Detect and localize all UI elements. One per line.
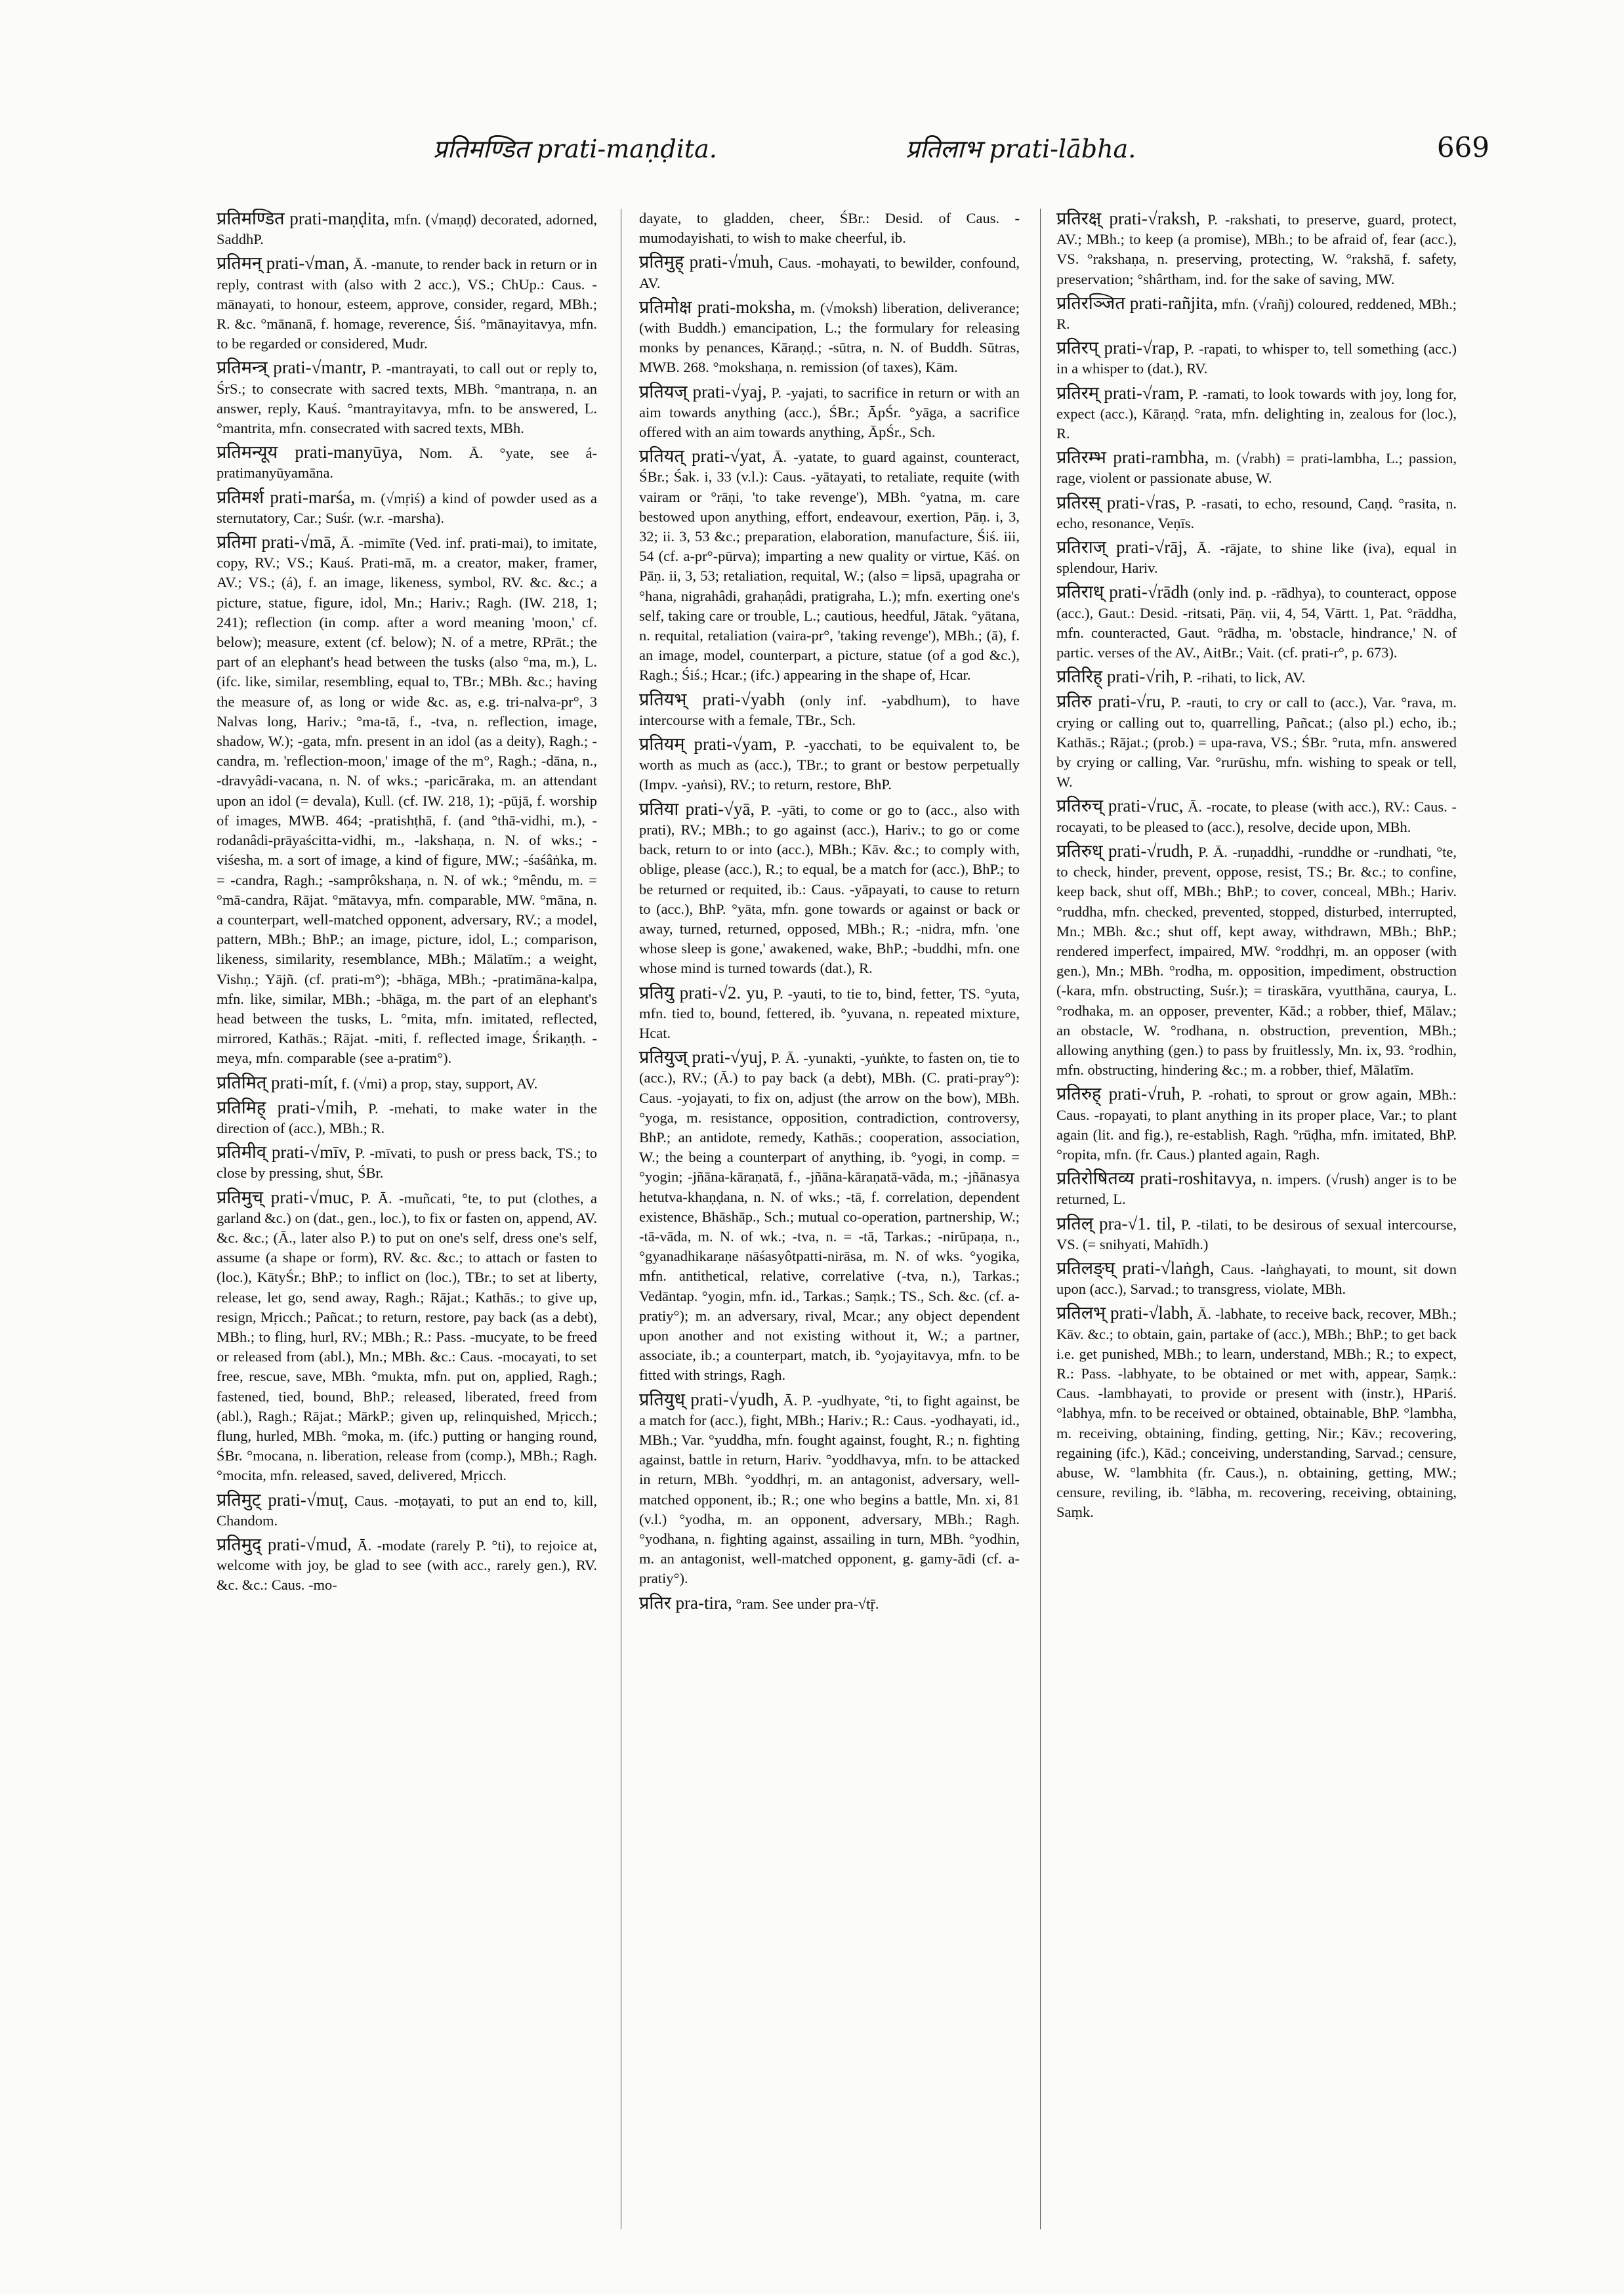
- entry-headword: प्रतिमिह् prati-√mih,: [217, 1097, 358, 1117]
- dictionary-entry: [1056, 692, 1457, 792]
- entry-headword: प्रतिराध् prati-√rādh: [1056, 582, 1189, 602]
- entry-headword: प्रतियुज् prati-√yuj,: [639, 1047, 768, 1067]
- dictionary-entry: [639, 1390, 1020, 1589]
- entry-definition: P. -mehati, to make water in the direction of (acc.), MBh.; R.: [217, 1100, 597, 1136]
- entry-headword: प्रतिरु prati-√ru,: [1056, 692, 1165, 712]
- entry-headword: प्रतिरञ्जित prati-rañjita,: [1056, 293, 1218, 313]
- entry-headword: प्रतिमित् prati-mít,: [217, 1072, 338, 1092]
- entry-headword: प्रतिमोक्ष prati-moksha,: [639, 297, 796, 317]
- dictionary-entry: [639, 209, 1020, 248]
- dictionary-entry: [1056, 1168, 1457, 1209]
- entry-definition: mfn. (√maṇḍ) decorated, adorned, SaddhP.: [217, 211, 597, 248]
- entry-definition: P. -tilati, to be desirous of sexual intercourse, VS. (= snihyati, Mahīdh.): [1056, 1216, 1457, 1252]
- entry-definition: P. -rauti, to cry or call to (acc.), Var. °rava, m. crying or calling out to, quarrelling, Pañcat.; (also pl.) echo, ib.; Kathās.; Rājat.; (prob.) = upa-rava, VS.; ŚBr. °ruta, mfn. answered by crying or calling, Var. °rurūshu, mfn. wishing to speak or tell, W.: [1056, 694, 1457, 791]
- entry-definition: P. -yauti, to tie to, bind, fetter, TS. °yuta, mfn. tied to, bound, fettered, ib. °yuvana, n. repeated mixture, Hcat.: [639, 985, 1020, 1041]
- entry-definition: Ā. -rājate, to shine like (iva), equal in splendour, Hariv.: [1056, 540, 1457, 577]
- dictionary-entry: [1056, 796, 1457, 837]
- dictionary-entry: [217, 358, 597, 438]
- entry-definition: P. -rohati, to sprout or grow again, MBh.: Caus. -ropayati, to plant anything in its proper place, Var.; to plant again (lit. and fig.), re-establish, Ragh. °rūḍha, mfn. imitated, BhP. °ropita, mfn. (fr. Caus.) planted again, Ragh.: [1056, 1086, 1457, 1163]
- dictionary-entry: [1056, 582, 1457, 663]
- column-2: [639, 209, 1020, 2229]
- dictionary-entry: [639, 297, 1020, 378]
- entry-definition: P. -ramati, to look towards with joy, long for, expect (acc.), Kāraṇḍ. °rata, mfn. delighting in, zealous for (loc.), R.: [1056, 385, 1457, 442]
- dictionary-entry: [639, 252, 1020, 293]
- dictionary-entry: [217, 532, 597, 1068]
- dictionary-entry: [1056, 1258, 1457, 1299]
- entry-definition: Ā. P. -yudhyate, °ti, to fight against, be a match for (acc.), fight, MBh.; Hariv.; R.: Caus. -yodhayati, id., MBh.; Var. °yuddha, mfn. fought against, fought, R.; n. fighting against, battle in return, Hariv. °yoddhavya, mfn. to be attacked in return, MBh. °yoddhṛi, m. an antagonist, adversary, well-matched opponent, ib.; R.; one who begins a battle, Mn. xi, 81 (v.l.) °yodha, m. an opponent, adversary, MBh.; Ragh. °yodhana, n. fighting against, assailing in turn, MBh. °yodhin, m. an antagonist, well-matched opponent, g. gamy-ādi (cf. a-pratiy°).: [639, 1392, 1020, 1587]
- dictionary-entry: [1056, 383, 1457, 444]
- entry-definition: Ā. -modate (rarely P. °ti), to rejoice at, welcome with joy, be glad to see (with acc., rarely gen.), RV. &c. &c.: Caus. -mo-: [217, 1537, 597, 1594]
- dictionary-entry: [1056, 667, 1457, 688]
- dictionary-entry: [1056, 1303, 1457, 1522]
- entry-headword: प्रतियभ् prati-√yabh: [639, 689, 785, 709]
- entry-definition: P. -rapati, to whisper to, tell something (acc.) in a whisper to (dat.), RV.: [1056, 341, 1457, 377]
- entry-headword: प्रतिमुट् prati-√muṭ,: [217, 1489, 348, 1510]
- entry-headword: प्रतिमीव् prati-√mīv,: [217, 1142, 351, 1163]
- dictionary-entry: [639, 983, 1020, 1044]
- dictionary-entry: [1056, 338, 1457, 379]
- entry-definition: (only inf. -yabdhum), to have intercourse with a female, TBr., Sch.: [639, 692, 1020, 728]
- entry-headword: प्रतिरम्भ prati-rambha,: [1056, 447, 1209, 468]
- entry-headword: प्रतिरप् prati-√rap,: [1056, 338, 1180, 358]
- entry-headword: प्रतिरम् prati-√ram,: [1056, 382, 1184, 403]
- dictionary-entry: [639, 1047, 1020, 1385]
- entry-definition: P. -mantrayati, to call out or reply to, ŚrS.; to consecrate with sacred texts, MBh. °mantraṇa, n. an answer, reply, Kauś. °mantrayitavya, mfn. to be answered, L. °mantrita, mfn. consecrated with sacred texts, MBh.: [217, 360, 597, 437]
- entry-definition: P. -rihati, to lick, AV.: [1178, 669, 1306, 686]
- entry-definition: P. -mīvati, to push or press back, TS.; to close by pressing, shut, ŚBr.: [217, 1145, 597, 1182]
- entry-definition: Caus. -mohayati, to bewilder, confound, AV.: [639, 255, 1020, 291]
- entry-definition: P. Ā. -muñcati, °te, to put (clothes, a garland &c.) on (dat., gen., loc.), to fix or fasten on, append, AV. &c. &c.; (Ā., later also P.) to put on one's self, dress one's self, assume (a shape or form), RV. &c. &c.; to attach or fasten to (loc.), KātyŚr.; BhP.; to inflict on (loc.), TBr.; to set at liberty, release, let go, send away, Ragh.; Rājat.; Kathās.; to give up, resign, Mṛicch.; Pañcat.; to return, restore, pay back (as a debt), MBh.; to fling, hurl, RV.; MBh.; R.: Pass. -mucyate, to be freed or released from (abl.), Mn.; MBh. &c.: Caus. -mocayati, to set free, rescue, save, MBh. °mukta, mfn. put on, applied, Ragh.; fastened, tied, bound, BhP.; released, liberated, freed from (abl.), Ragh.; Rājat.; MārkP.; given up, relinquished, Mṛicch.; flung, hurled, MBh. °moka, m. (ifc.) putting or hanging round, ŚBr. °mocana, n. liberation, release from (comp.), MBh.; Ragh. °mocita, mfn. released, saved, delivered, Mṛicch.: [217, 1189, 597, 1484]
- entry-headword: प्रतियु prati-√2. yu,: [639, 982, 769, 1003]
- entry-definition: P. -yajati, to sacrifice in return or with an aim towards anything (acc.), ŚBr.; ĀpŚr. °yāga, a sacrifice offered with an aim towards anything, ĀpŚr., Sch.: [639, 384, 1020, 441]
- dictionary-entry: [639, 382, 1020, 443]
- dictionary-entry: [217, 1535, 597, 1596]
- entry-headword: प्रतिलङ्घ् prati-√laṅgh,: [1056, 1258, 1215, 1278]
- entry-definition: Ā. -mimīte (Ved. inf. prati-mai), to imitate, copy, RV.; VS.; Kauś. Prati-mā, m. a creator, maker, framer, AV.; VS.; (á), f. an image, likeness, symbol, RV. &c. &c.; a picture, statue, figure, idol, Mn.; Hariv.; Ragh. (IW. 218, 1; 241); reflection (in comp. after a word meaning 'moon,' cf. below); measure, extent (cf. below); N. of a metre, RPrāt.; the part of an elephant's head between the tusks (also °ma, m.), L. (ifc. like, similar, resembling, equal to, TBr.; MBh. &c.; having the measure of, as long or wide &c. as, e.g. tri-nalva-pr°, 3 Nalvas long, Hariv.; °ma-tā, f., -tva, n. reflection, image, shadow, W.); -gata, mfn. present in an idol (as a deity), Ragh.; -candra, m. 'reflection-moon,' image of the m°, Ragh.; -dāna, n., -dravyâdi-vacana, n. N. of wks.; -paricāraka, m. an attendant upon an idol (= devala), Kull. (cf. IW. 218, 1); -pūjā, f. worship of images, MWB. 464; -pratishṭhā, f. (and °thā-vidhi, m.), -rodanâdi-prāyaścitta-vidhi, m., -lakshaṇa, n. N. of wks.; -viśesha, m. a sort of image, a kind of figure, MW.; -śaśâṅka, m. = -candra, Ragh.; -samprôkshaṇa, n. N. of wk.; °mêndu, m. = °mā-candra, Rājat. °mātavya, mfn. comparable, MW. °māna, n. a counterpart, well-matched opponent, adversary, RV.; a model, pattern, MBh.; BhP.; an image, picture, idol, L.; comparison, likeness, similarity, resemblance, MBh.; Mālatīm.; a weight, Vishṇ.; Yājñ. (cf. prati-m°); -bhāga, MBh.; -pratimāna-kalpa, mfn. like, similar, MBh.; -bhāga, m. the part of an elephant's head between the tusks, L. °mita, mfn. imitated, reflected, mirrored, Kathās.; Rājat. -miti, f. reflected image, Śrikaṇṭh. -meya, mfn. comparable (see a-pratim°).: [217, 535, 597, 1067]
- dictionary-entry: [639, 1593, 1020, 1614]
- entry-headword: प्रतियत् prati-√yat,: [639, 446, 766, 466]
- entry-headword: प्रतिमुच् prati-√muc,: [217, 1187, 354, 1207]
- dictionary-entry: [1056, 1214, 1457, 1254]
- dictionary-entry: [217, 1188, 597, 1486]
- entry-headword: प्रतिमुह् prati-√muh,: [639, 252, 774, 272]
- dictionary-entry: [639, 446, 1020, 685]
- column-3: [1056, 209, 1457, 2229]
- entry-definition: Caus. -laṅghayati, to mount, sit down upon (acc.), Sarvad.; to transgress, violate, MBh.: [1056, 1260, 1457, 1298]
- entry-headword: प्रतिरुह् prati-√ruh,: [1056, 1084, 1185, 1104]
- dictionary-entry: [217, 253, 597, 354]
- entry-definition: P. -yacchati, to be equivalent to, be worth as much as (acc.), TBr.; to grant or bestow perpetually (Impv. -yaṅsi), RV.; to return, restore, BhP.: [639, 737, 1020, 793]
- entry-headword: प्रतिरुच् prati-√ruc,: [1056, 796, 1184, 816]
- header-left-guide-word: प्रतिमण्डित prati-maṇḍita.: [433, 134, 717, 163]
- entry-definition: P. -rasati, to echo, resound, Caṇḍ. °rasita, n. echo, resonance, Veṇīs.: [1056, 495, 1457, 531]
- entry-definition: n. impers. (√rush) anger is to be returned, L.: [1056, 1171, 1457, 1208]
- dictionary-entry: [1056, 447, 1457, 488]
- entry-headword: प्रतिमन् prati-√man,: [217, 253, 350, 274]
- entry-headword: प्रतिर pra-tira,: [639, 1592, 732, 1613]
- dictionary-entry: [1056, 209, 1457, 289]
- header-right-guide-word: प्रतिलाभ prati-lābha.: [906, 134, 1136, 163]
- entry-headword: प्रतिरस् prati-√ras,: [1056, 492, 1180, 512]
- dictionary-entry: [217, 442, 597, 483]
- entry-definition: P. -rakshati, to preserve, guard, protect, AV.; MBh.; to keep (a promise), MBh.; to be afraid of, fear (acc.), VS. °rakshaṇa, n. preserving, protecting, W. °rakshā, f. safety, preservation; °shârtham, ind. for the sake of saving, MW.: [1056, 211, 1457, 287]
- entry-definition: m. (√mṛiś) a kind of powder used as a sternutatory, Car.; Suśr. (w.r. -marsha).: [217, 489, 597, 526]
- entry-headword: प्रतियम् prati-√yam,: [639, 734, 777, 755]
- dictionary-entry: [217, 487, 597, 528]
- dictionary-entry: [639, 734, 1020, 795]
- dictionary-entry: [1056, 841, 1457, 1080]
- dictionary-entry: [217, 209, 597, 249]
- entry-definition: Ā. -rocate, to please (with acc.), RV.: Caus. -rocayati, to be pleased to (acc.), resolve, decide upon, MBh.: [1056, 798, 1457, 835]
- entry-headword: प्रतियज् prati-√yaj,: [639, 381, 767, 402]
- entry-headword: प्रतिलभ् prati-√labh,: [1056, 1303, 1194, 1323]
- entry-headword: प्रतिरिह् prati-√rih,: [1056, 667, 1179, 687]
- entry-definition: dayate, to gladden, cheer, ŚBr.: Desid. of Caus. -mumodayishati, to wish to make cheerful, ib.: [639, 210, 1020, 247]
- dictionary-entry: [217, 1142, 597, 1183]
- column-divider: [1040, 209, 1041, 2229]
- entry-headword: प्रतिरोषितव्य prati-roshitavya,: [1056, 1168, 1257, 1189]
- entry-headword: प्रतिमन्यूय prati-manyūya,: [217, 442, 403, 463]
- entry-definition: °ram. See under pra-√tṝ.: [732, 1595, 879, 1612]
- dictionary-entry: [217, 1490, 597, 1531]
- entry-headword: प्रतिया prati-√yā,: [639, 798, 755, 819]
- entry-headword: प्रतिराज् prati-√rāj,: [1056, 537, 1188, 558]
- entry-definition: f. (√mi) a prop, stay, support, AV.: [337, 1075, 538, 1092]
- dictionary-entry: [639, 690, 1020, 730]
- dictionary-entry: [217, 1073, 597, 1094]
- entry-headword: प्रतिल् pra-√1. til,: [1056, 1213, 1176, 1233]
- entry-definition: mfn. (√rañj) coloured, reddened, MBh.; R.: [1056, 295, 1457, 333]
- dictionary-entry: [1056, 293, 1457, 334]
- entry-definition: (only ind. p. -rādhya), to counteract, oppose (acc.), Gaut.: Desid. -ritsati, Pāṇ. vii, 4, 54, Vārtt. 1, Pat. °rāddha, mfn. counteracted, Gaut. °rādha, m. 'obstacle, hindrance,' N. of partic. verses of the AV., AitBr.; Vait. (cf. prati-r°, p. 673).: [1056, 585, 1457, 661]
- dictionary-entry: [1056, 493, 1457, 533]
- entry-headword: प्रतियुध् prati-√yudh,: [639, 1389, 779, 1409]
- dictionary-entry: [639, 799, 1020, 979]
- dictionary-entry: [1056, 537, 1457, 578]
- page-header: [217, 131, 1489, 177]
- entry-definition: Ā. -manute, to render back in return or in reply, contrast with (also with 2 acc.), VS.; ChUp.: Caus. -mānayati, to honour, esteem, approve, consider, regard, MBh.; R. &c. °mānanā, f. homage, reverence, Śiś. °mānayitavya, mfn. to be regarded or considered, Mudr.: [217, 256, 597, 352]
- entry-headword: प्रतिमन्त्र् prati-√mantr,: [217, 358, 367, 378]
- entry-headword: प्रतिरक्ष् prati-√raksh,: [1056, 209, 1200, 228]
- entry-definition: P. Ā. -ruṇaddhi, -runddhe or -rundhati, °te, to check, hinder, prevent, oppose, resist, TS.; Br. &c.; to confine, keep back, shut off, MBh.; BhP.; to cover, conceal, MBh.; Hariv. °ruddha, mfn. checked, prevented, stopped, disturbed, interrupted, Mn.; MBh. &c.; shut off, kept away, withdrawn, MBh.; BhP.; rendered imperfect, impaired, MW. °roddhṛi, m. an opposer (with gen.), Mn.; MBh. °rodha, m. opposition, impediment, obstruction (-kara, mfn. obstructing, Suśr.); = tiraskāra, vyutthāna, caurya, L. °rodhaka, m. an opposer, preventer, Kād.; a robber, thief, Mālav.; an obstacle, W. °rodhana, n. obstruction, prevention, MBh.; allowing anything (gen.) to pass by fruitlessly, Mn. ix, 93. °rodhin, mfn. obstructing, hindering &c.; m. a robber, thief, Mālatīm.: [1056, 843, 1457, 1079]
- dictionary-entry: [1056, 1084, 1457, 1165]
- entry-definition: m. (√moksh) liberation, deliverance; (with Buddh.) emancipation, L.; the formulary for releasing monks by penances, Kāraṇḍ.; -sūtra, n. N. of Buddh. Sūtras, MWB. 268. °mokshaṇa, n. remission (of taxes), Kām.: [639, 299, 1020, 376]
- entry-definition: Nom. Ā. °yate, see á-pratimanyūyamāna.: [217, 445, 597, 482]
- entry-definition: Ā. -yatate, to guard against, counteract, ŚBr.; Śak. i, 33 (v.l.): Caus. -yātayati, to retaliate, requite (with vairam or °rāṇi, 'to take revenge'), MBh. °yatna, m. care bestowed upon anything, effort, endeavour, exertion, Pāṇ. i, 3, 32; ii. 3, 53 &c.; preparation, elaboration, manufacture, Śiś. iii, 54 (cf. a-pr°-pūrva); imparting a new quality or virtue, Kāś. on Pāṇ. ii, 3, 53; retaliation, requital, W.; (also = lipsā, upagraha or °hana, nigrahâdi, grahaṇâdi, pratigraha, L.); mfn. exerting one's self, taking care or trouble, L.; cautious, heedful, Jātak. °yātana, n. requital, retaliation (vaira-pr°, 'taking revenge'), MBh.; (ā), f. an image, model, counterpart, a picture, statue (of a god &c.), Ragh.; Śiś.; Hcar.; (ifc.) appearing in the shape of, Hcar.: [639, 449, 1020, 684]
- entry-definition: P. Ā. -yunakti, -yuṅkte, to fasten on, tie to (acc.), RV.; (Ā.) to pay back (a debt), MBh. (C. prati-pray°): Caus. -yojayati, to fix on, adjust (the arrow on the bow), MBh. °yoga, m. resistance, opposition, contradiction, controversy, BhP.; an antidote, remedy, Kathās.; cooperation, association, W.; the being a counterpart of anything, ib. °yogi, in comp. = °yogin; -jñāna-kāraṇatā, f., -jñāna-kāraṇatā-vāda, m.; -jñānasya hetutva-khaṇḍana, n. N. of wks.; -tā, f. correlation, dependent existence, Bhāshāp., Sch.; mutual co-operation, partnership, W.; -tā-vāda, m. N. of wk.; -tva, n. = -tā, Tarkas.; -nirūpaṇa, n., °gyanadhikaraṇe nāśasyôtpatti-nirāsa, m. N. of wks. °yogika, mfn. antithetical, relative, correlative (-tva, n.), Tarkas.; Vedāntap. °yogin, mfn. id., Tarkas.; Saṃk.; TS., Sch. &c. (cf. a-pratiy°); m. an adversary, rival, Mcar.; any object dependent upon another and not existing without it, W.; a partner, associate, ib.; a counterpart, match, ib. °yojayitavya, mfn. to be fitted with strings, Ragh.: [639, 1050, 1020, 1384]
- dictionary-entry: [217, 1098, 597, 1138]
- entry-headword: प्रतिमण्डित prati-maṇḍita,: [217, 209, 390, 228]
- column-1: [217, 209, 597, 2229]
- entry-headword: प्रतिरुध् prati-√rudh,: [1056, 840, 1194, 861]
- page-number: 669: [1436, 131, 1489, 163]
- entry-headword: प्रतिमुद् prati-√mud,: [217, 1535, 352, 1554]
- entry-definition: m. (√rabh) = prati-lambha, L.; passion, rage, violent or passionate abuse, W.: [1056, 450, 1457, 487]
- entry-definition: Ā. -labhate, to receive back, recover, MBh.; Kāv. &c.; to obtain, gain, partake of (acc.), MBh.; BhP.; to get back i.e. get punished, MBh.; to learn, understand, MBh.; R.; to expect, R.: Pass. -labhyate, to be obtained or met with, appear, Saṃk.: Caus. -lambhayati, to provide or present with (instr.), HPariś. °labhya, mfn. to be received or obtained, obtainable, BhP. °lambha, m. receiving, obtaining, finding, getting, Nir.; Kāv.; recovering, regaining (ifc.), Kād.; conceiving, understanding, Sarvad.; censure, abuse, W. °lambhita (fr. Caus.), n. obtaining, getting, MW.; censure, reviling, ib. °lābha, m. recovering, receiving, obtaining, Saṃk.: [1056, 1306, 1457, 1521]
- entry-definition: Caus. -moṭayati, to put an end to, kill, Chandom.: [217, 1492, 597, 1529]
- entry-definition: P. -yāti, to come or go to (acc., also with prati), RV.; MBh.; to go against (acc.), Hariv.; to go or come back, return to or into (acc.), MBh.; Kāv. &c.; to comply with, oblige, please (acc.), R.; to equal, be a match for (acc.), BhP.; to be returned or requited, ib.: Caus. -yāpayati, to cause to return to (acc.), BhP. °yāta, mfn. gone towards or against or back or away, turned, returned, opposed, MBh.; R.; -nidra, mfn. 'one whose sleep is gone,' awakened, wake, BhP.; -buddhi, mfn. one whose mind is turned towards (dat.), R.: [639, 801, 1020, 977]
- entry-headword: प्रतिमर्श prati-marśa,: [217, 487, 356, 507]
- entry-headword: प्रतिमा prati-√mā,: [217, 532, 336, 552]
